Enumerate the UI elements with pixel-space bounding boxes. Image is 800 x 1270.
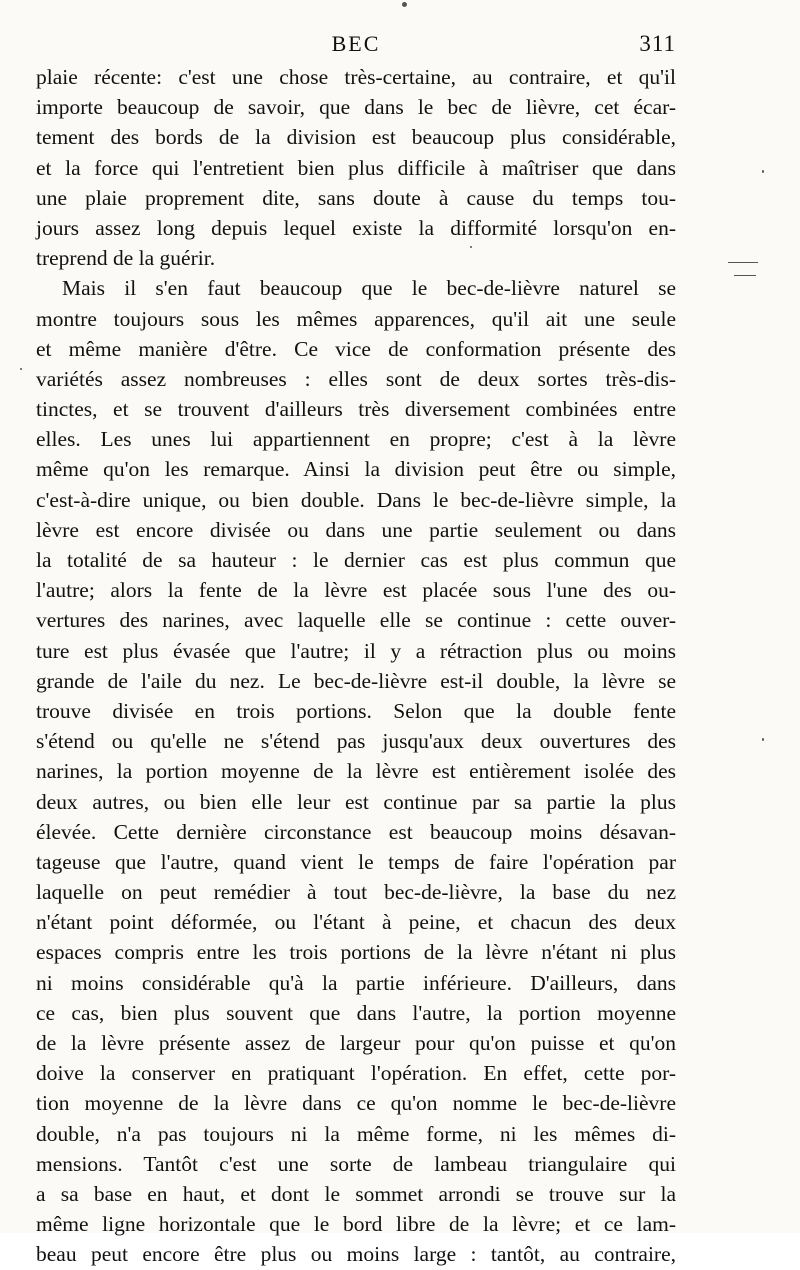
scan-speck (762, 738, 764, 741)
text-line: grande de l'aile du nez. Le bec-de-lièvre est-il double, la lèvre se (36, 668, 676, 693)
paragraph-1 (36, 62, 676, 273)
text-line: doive la conserver en pratiquant l'opération. En effet, cette por- (36, 1061, 676, 1086)
text-line: elles. Les unes lui appartiennent en propre; c'est à la lèvre (36, 427, 676, 452)
text-line: tion moyenne de la lèvre dans ce qu'on nomme le bec-de-lièvre (36, 1091, 676, 1116)
text-line: n'étant point déformée, ou l'étant à peine, et chacun des deux (36, 910, 676, 935)
text-line: l'autre; alors la fente de la lèvre est placée sous l'une des ou- (36, 578, 676, 603)
text-line: montre toujours sous les mêmes apparences, qu'il ait une seule (36, 306, 676, 331)
scan-speck (470, 246, 472, 248)
paragraph-2 (36, 273, 676, 1269)
text-line: élevée. Cette dernière circonstance est beaucoup moins désavan- (36, 819, 676, 844)
text-line: même ligne horizontale que le bord libre de la lèvre; et ce lam- (36, 1212, 676, 1237)
scan-speck (734, 275, 756, 276)
text-line: tement des bords de la division est beaucoup plus considérable, (36, 125, 676, 150)
text-line: c'est-à-dire unique, ou bien double. Dans le bec-de-lièvre simple, la (36, 487, 676, 512)
text-line: même qu'on les remarque. Ainsi la division peut être ou simple, (36, 457, 676, 482)
text-line: importe beaucoup de savoir, que dans le bec de lièvre, cet écar- (36, 95, 676, 120)
text-line: double, n'a pas toujours ni la même forme, ni les mêmes di- (36, 1121, 676, 1146)
text-line: tinctes, et se trouvent d'ailleurs très diversement combinées entre (36, 397, 676, 422)
text-line: plaie récente: c'est une chose très-certaine, au contraire, et qu'il (36, 65, 676, 89)
scan-speck (762, 170, 764, 173)
text-line: beau peut encore être plus ou moins large : tantôt, au contraire, (36, 1242, 676, 1267)
text-line: narines, la portion moyenne de la lèvre est entièrement isolée des (36, 759, 676, 784)
text-line: et la force qui l'entretient bien plus difficile à maîtriser que dans (36, 155, 676, 180)
scan-speck (402, 2, 407, 7)
page-number: 311 (639, 31, 676, 56)
text-line: la totalité de sa hauteur : le dernier cas est plus commun que (36, 548, 676, 572)
scan-speck (728, 262, 758, 263)
page-header (36, 31, 676, 61)
text-line: a sa base en haut, et dont le sommet arrondi se trouve sur la (36, 1181, 676, 1206)
scan-speck (20, 368, 22, 370)
text-line: tageuse que l'autre, quand vient le temps de faire l'opération par (36, 849, 676, 874)
body-text (36, 62, 676, 1270)
text-line: lèvre est encore divisée ou dans une partie seulement ou dans (36, 517, 676, 542)
text-line: et même manière d'être. Ce vice de conformation présente des (36, 336, 676, 361)
text-line: mensions. Tantôt c'est une sorte de lambeau triangulaire qui (36, 1151, 676, 1176)
text-line: de la lèvre présente assez de largeur pour qu'on puisse et qu'on (36, 1031, 676, 1055)
text-line: ce cas, bien plus souvent que dans l'autre, la portion moyenne (36, 1000, 676, 1025)
text-line: trouve divisée en trois portions. Selon que la double fente (36, 698, 676, 723)
text-line: treprend de la guérir. (36, 246, 216, 271)
text-line: espaces compris entre les trois portions de la lèvre n'étant ni plus (36, 940, 676, 965)
running-head: BEC (331, 31, 381, 56)
text-line: vertures des narines, avec laquelle elle se continue : cette ouver- (36, 608, 676, 633)
text-line: s'étend ou qu'elle ne s'étend pas jusqu'aux deux ouvertures des (36, 729, 676, 754)
text-line: Mais il s'en faut beaucoup que le bec-de-lièvre naturel se (62, 276, 676, 301)
text-line: ni moins considérable qu'à la partie inférieure. D'ailleurs, dans (36, 970, 676, 995)
text-line: laquelle on peut remédier à tout bec-de-lièvre, la base du nez (36, 880, 676, 905)
text-line: variétés assez nombreuses : elles sont de deux sortes très-dis- (36, 366, 676, 391)
text-line: ture est plus évasée que l'autre; il y a rétraction plus ou moins (36, 638, 676, 663)
text-line: jours assez long depuis lequel existe la difformité lorsqu'on en- (36, 215, 676, 240)
text-line: une plaie proprement dite, sans doute à cause du temps tou- (36, 185, 676, 210)
text-line: deux autres, ou bien elle leur est continue par sa partie la plus (36, 789, 676, 814)
